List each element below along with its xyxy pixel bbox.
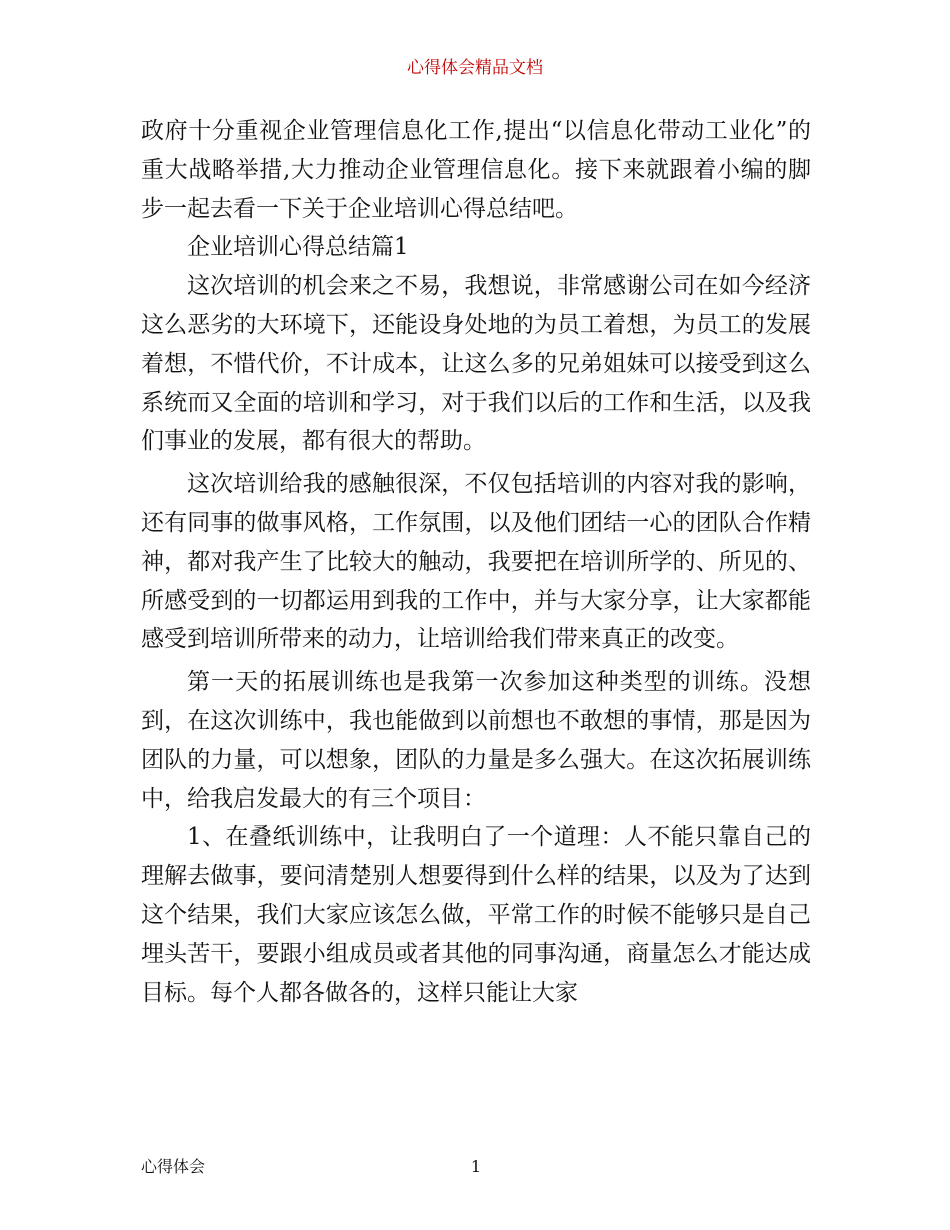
page-header: 心得体会精品文档: [407, 58, 543, 78]
section-heading: 企业培训心得总结篇1: [187, 234, 409, 261]
paragraph-3: 第一天的拓展训练也是我第一次参加这种类型的训练。没想到，在这次训练中，我也能做到以前想也不敢想的事情，那是因为团队的力量，可以想象，团队的力量是多么强大。在这次拓展训练中，给我启发最大的有三个项目：: [141, 669, 811, 812]
footer-label: 心得体会: [141, 1157, 206, 1176]
paragraph-4: 1、在叠纸训练中，让我明白了一个道理：人不能只靠自己的理解去做事，要问清楚别人想要得到什么样的结果，以及为了达到这个结果，我们大家应该怎么做，平常工作的时候不能够只是自己埋头苦干，要跟小组成员或者其他的同事沟通，商量怎么才能达成目标。每个人都各做各的，这样只能让大家: [141, 824, 811, 1006]
paragraph-1: 这次培训的机会来之不易，我想说，非常感谢公司在如今经济这么恶劣的大环境下，还能设身处地的为员工着想，为员工的发展着想，不惜代价，不计成本，让这么多的兄弟姐妹可以接受到这么系统而又全面的培训和学习，对于我们以后的工作和生活，以及我们事业的发展，都有很大的帮助。: [141, 273, 811, 455]
page-number: 1: [470, 1157, 482, 1176]
document-body: [141, 112, 811, 1012]
paragraph-2: 这次培训给我的感触很深，不仅包括培训的内容对我的影响，还有同事的做事风格，工作氛围，以及他们团结一心的团队合作精神，都对我产生了比较大的触动，我要把在培训所学的、所见的、所感受到的一切都运用到我的工作中，并与大家分享，让大家都能感受到培训所带来的动力，让培训给我们带来真正的改变。: [141, 471, 811, 653]
intro-paragraph: 政府十分重视企业管理信息化工作,提出“以信息化带动工业化”的重大战略举措,大力推动企业管理信息化。接下来就跟着小编的脚步一起去看一下关于企业培训心得总结吧。: [141, 118, 811, 222]
